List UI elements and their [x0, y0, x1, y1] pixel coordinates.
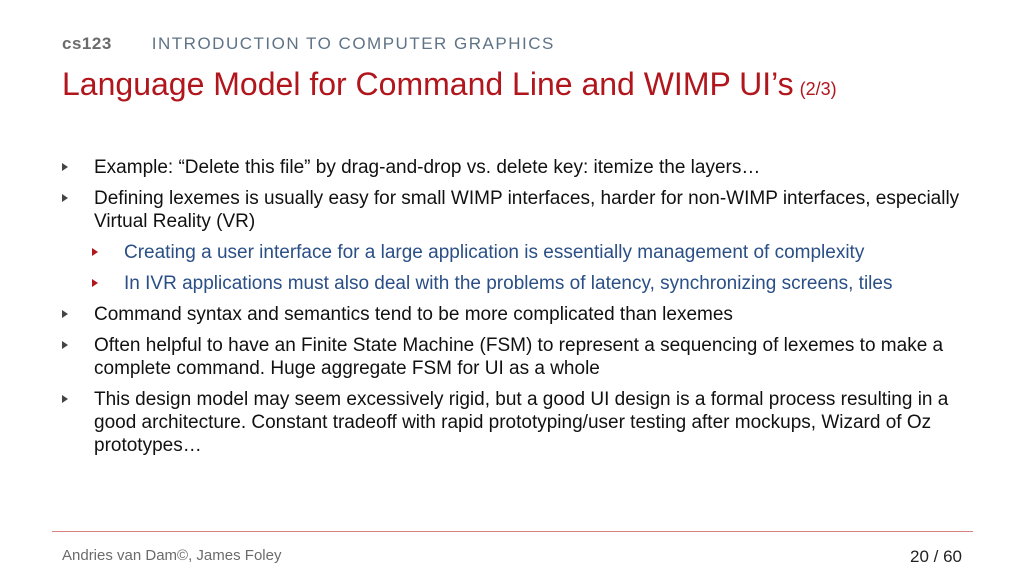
bullet-arrow-icon — [62, 341, 68, 349]
bullet-list — [62, 156, 962, 465]
bullet-text: Command syntax and semantics tend to be more complicated than lexemes — [94, 304, 733, 325]
page-number: 20 / 60 — [910, 547, 962, 566]
bullet-arrow-icon — [62, 395, 68, 403]
footer-authors: Andries van Dam©, James Foley — [62, 547, 282, 564]
bullet-item — [62, 187, 962, 233]
bullet-text: Defining lexemes is usually easy for small WIMP interfaces, harder for non-WIMP interfaces, especially Virtual Reality (VR) — [94, 188, 960, 232]
bullet-item — [62, 388, 962, 457]
sub-bullet-item — [92, 272, 962, 295]
slide-header — [62, 34, 555, 54]
slide-title-suffix: (2/3) — [799, 79, 837, 99]
course-name: INTRODUCTION TO COMPUTER GRAPHICS — [151, 34, 555, 53]
sub-bullet-arrow-icon — [92, 248, 98, 256]
sub-bullet-arrow-icon — [92, 279, 98, 287]
bullet-item — [62, 334, 962, 380]
slide-title-main: Language Model for Command Line and WIMP UI’s — [62, 66, 794, 102]
bullet-item — [62, 156, 962, 179]
bullet-arrow-icon — [62, 163, 68, 171]
slide-title — [62, 66, 837, 103]
sub-bullet-item — [92, 241, 962, 264]
bullet-item — [62, 303, 962, 326]
sub-bullet-text: Creating a user interface for a large application is essentially management of complexity — [124, 242, 865, 263]
bullet-text: Often helpful to have an Finite State Machine (FSM) to represent a sequencing of lexemes to make a complete command. Huge aggregate FSM for UI as a whole — [94, 335, 944, 379]
bullet-text: Example: “Delete this file” by drag-and-drop vs. delete key: itemize the layers… — [94, 157, 761, 178]
bullet-arrow-icon — [62, 310, 68, 318]
bullet-text: This design model may seem excessively rigid, but a good UI design is a formal process resulting in a good architecture. Constant tradeoff with rapid prototyping/user testing after mockups, Wizard of Oz prototypes… — [94, 389, 949, 456]
sub-bullet-text: In IVR applications must also deal with the problems of latency, synchronizing screens, tiles — [124, 273, 893, 294]
course-code: cs123 — [62, 34, 112, 53]
bullet-arrow-icon — [62, 194, 68, 202]
footer-divider — [52, 531, 973, 532]
